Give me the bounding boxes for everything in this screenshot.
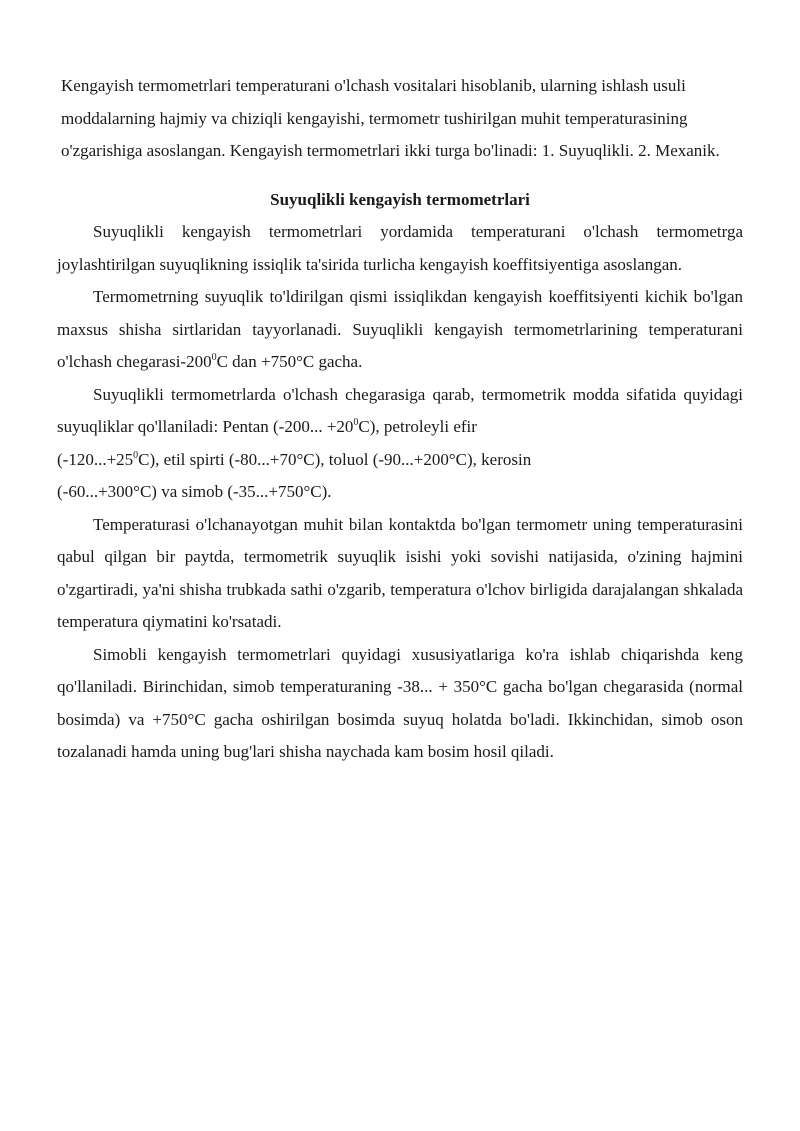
intro-paragraph: [57, 70, 743, 168]
degree-superscript: 0: [133, 449, 139, 461]
liquids-line-2-start: (-120...+25: [57, 449, 134, 469]
degree-superscript: 0: [353, 417, 359, 428]
paragraph-principle: Suyuqlikli kengayish termometrlari yordamida temperaturani o'lchash termometrga joylashtirilgan suyuqlikning issiqlik ta'sirida turlicha kengayish koeffitsiyentiga asoslangan.: [57, 222, 743, 274]
paragraph-liquids: [57, 379, 743, 444]
paragraph-contact: Temperaturasi o'lchanayotgan muhit bilan kontaktda bo'lgan termometr uning temperaturasini qabul qilgan bir paytda, termometrik suyuqlik isishi yoki sovishi natijasida, o'zining hajmini o'zgartiradi, ya'ni shisha trubkada sathi o'zgarib, temperatura o'lchov birligida darajalangan shkalada temperatura qiymatini ko'rsatadi.: [57, 514, 743, 631]
degree-superscript: 0: [211, 352, 217, 363]
paragraph-liquids-text: Suyuqlikli termometrlarda o'lchash chegarasiga qarab, termometrik modda sifatida quyidagi suyuqliklar qo'llaniladi: Pentan (-200... +20: [57, 384, 743, 436]
liquids-line-2: [57, 444, 743, 477]
paragraph-glass-range-text: Termometrning suyuqlik to'ldirilgan qismi issiqlikdan kengayish koeffitsiyenti kichik bo'lgan maxsus shisha sirtlaridan tayyorlanadi. Suyuqlikli kengayish termometrlarining temperaturani o'lchash chegarasi-200: [57, 287, 743, 371]
paragraph-glass-range-end: C dan +750°C gacha.: [216, 352, 363, 371]
intro-line-3: o'zgarishiga asoslangan. Kengayish termometrlari ikki turga bo'linadi: 1. Suyuqlikli. 2. Mexanik.: [61, 141, 720, 160]
intro-line-1: Kengayish termometrlari temperaturani o'lchash vositalari hisoblanib, ularning ishlash usuli: [61, 76, 686, 95]
paragraph-liquids-end: C), petroleyli efir: [358, 417, 477, 436]
liquids-line-3: (-60...+300°C) va simob (-35...+750°C).: [57, 482, 332, 501]
intro-line-2: moddalarning hajmiy va chiziqli kengayishi, termometr tushirilgan muhit temperaturasining: [61, 108, 688, 128]
paragraph-mercury: Simobli kengayish termometrlari quyidagi xususiyatlariga ko'ra ishlab chiqarishda keng qo'llaniladi. Birinchidan, simob temperaturaning -38... + 350°C gacha bo'lgan chegarasida (normal bosimda) va +750°C gacha oshirilgan bosimda suyuq holatda bo'ladi. Ikkinchidan, simob oson tozalanadi hamda uning bug'lari shisha naychada kam bosim hosil qiladi.: [57, 644, 743, 761]
liquids-line-2-end: C), etil spirti (-80...+70°C), toluol (-90...+200°C), kerosin: [138, 449, 532, 469]
document-page: [57, 70, 743, 769]
section-heading: Suyuqlikli kengayish termometrlari: [270, 189, 530, 209]
paragraph-glass-range: [57, 281, 743, 379]
